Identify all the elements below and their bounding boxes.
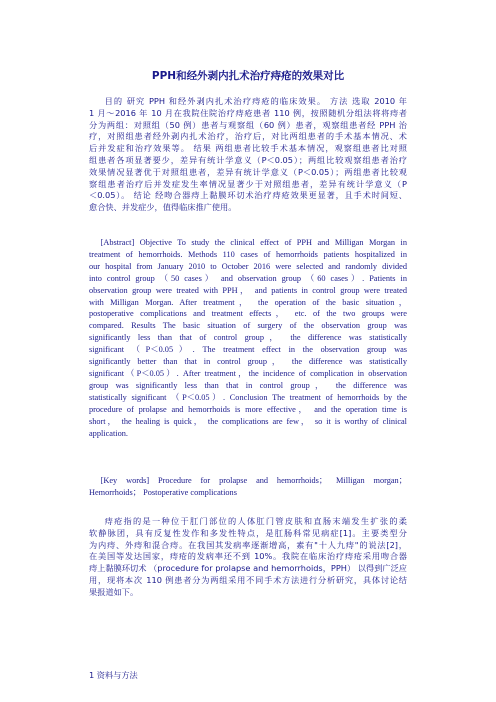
text-line: treatment of hemorrhoids. Methods 110 cases of hemorrhoids patients hospitalized in bbox=[89, 249, 407, 259]
text-line: our hospital from January 2010 to October 2016 were selected and randomly divided bbox=[89, 261, 407, 271]
text-line: 目的 研究 PPH 和经外剥内扎术治疗痔疮的临床效果。 方法 选取 2010 年 bbox=[104, 96, 407, 106]
text-line: 效果情况显著优于对照组患者，差异有统计学意义（P＜0.05）；两组患者比较观 bbox=[89, 166, 407, 177]
text-line: compared. Results The basic situation of surgery of the observation group was bbox=[89, 321, 407, 331]
text-line: 用，现将本次 110 例患者分为两组采用不同手术方法进行分析研究，具体讨论结 bbox=[89, 574, 407, 585]
keywords-english bbox=[89, 475, 407, 499]
section-heading: 1 资料与方法 bbox=[89, 670, 138, 680]
text-line: [Abstract] Objective To study the clinical effect of PPH and Milligan Morgan in bbox=[100, 238, 407, 247]
text-line: 痔疮指的是一种位于肛门部位的人体肛门管皮肤和直肠末端发生扩张的柔 bbox=[104, 516, 407, 526]
text-line: significant（P＜0.05）. After treatment，the incidence of complication in observation bbox=[89, 368, 407, 378]
text-line: 为内痔、外痔和混合痔。在我国其发病率逐渐增高，素有"十人九痔"的说法[2]， bbox=[89, 539, 407, 550]
abstract-chinese bbox=[89, 96, 407, 214]
text-line: 察组患者治疗后并发症发生率情况显著少于对照组患者，差异有统计学意义（P bbox=[89, 178, 407, 189]
text-line: 组患者各项显著要少，差异有统计学意义（P＜0.05）；两组比较观察组患者治疗 bbox=[89, 154, 407, 165]
text-line: with Milligan Morgan. After treatment， the operation of the basic situation， bbox=[89, 297, 407, 307]
text-line: 后并发症和治疗效果等。 结果 两组患者比较手术基本情况，观察组患者比对照 bbox=[89, 143, 407, 154]
text-line: application. bbox=[89, 428, 128, 438]
text-line: 疗，对照组患者经外剥内扎术治疗，治疗后，对比两组患者的手术基本情况、术 bbox=[89, 131, 407, 142]
paper-title: PPH和经外剥内扎术治疗痔疮的效果对比 bbox=[151, 70, 345, 82]
text-line: short， the healing is quick， the complications are few， so it is worthy of clinical bbox=[89, 416, 407, 426]
text-line: 痔上黏膜环切术 （procedure for prolapse and hemorrhoids，PPH） 以得到广泛应 bbox=[89, 563, 407, 574]
text-line: ＜0.05）。 结论 经吻合器痔上黏膜环切术治疗痔疮效果更显著，且手术时间短、 bbox=[89, 190, 407, 201]
text-line: statistically significant （P＜0.05）. Conclusion The treatment of hemorrhoids by the bbox=[89, 392, 407, 402]
text-line: 分为两组：对照组（50 例）患者与观察组（60 例）患者，观察组患者经 PPH 治 bbox=[89, 119, 407, 130]
text-line: Hemorrhoids； Postoperative complications bbox=[89, 487, 237, 497]
text-line: 1 月～2016 年 10 月在我院住院治疗痔疮患者 110 例，按照随机分组法将将痔者 bbox=[89, 107, 407, 118]
text-line: postoperative complications and treatment effects， etc. of the two groups were bbox=[89, 309, 407, 319]
text-line: group was significantly less than that in control group， the difference was bbox=[89, 380, 407, 390]
text-line: procedure of prolapse and hemorrhoids is more effective， and the operation time is bbox=[89, 404, 407, 414]
text-line: 在美国等发达国家，痔疮的发病率还不到 10%。我院在临床治疗痔疮采用吻合器 bbox=[89, 551, 407, 562]
text-line: significantly less than that of control group， the difference was statistically bbox=[89, 333, 407, 343]
text-line: into control group （50 cases） and observation group （60 cases）. Patients in bbox=[89, 273, 407, 283]
abstract-english bbox=[89, 237, 407, 439]
introduction-paragraph bbox=[89, 516, 407, 599]
text-line: significant （P＜0.05）. The treatment effect in the observation group was bbox=[89, 345, 407, 355]
text-line: 果报道如下。 bbox=[89, 586, 139, 597]
text-line: observation group were treated with PPH， and patients in control group were treated bbox=[89, 285, 407, 295]
text-line: 软静脉团，具有反复性发作和多发性特点，是肛肠科常见病症[1]。主要类型分 bbox=[89, 527, 407, 538]
text-line: significantly better than that in control group， the difference was statistically bbox=[89, 357, 407, 367]
text-line: [Key words] Procedure for prolapse and hemorrhoids； Milligan morgan； bbox=[100, 476, 407, 485]
text-line: 愈合快、并发症少，值得临床推广使用。 bbox=[89, 202, 237, 213]
